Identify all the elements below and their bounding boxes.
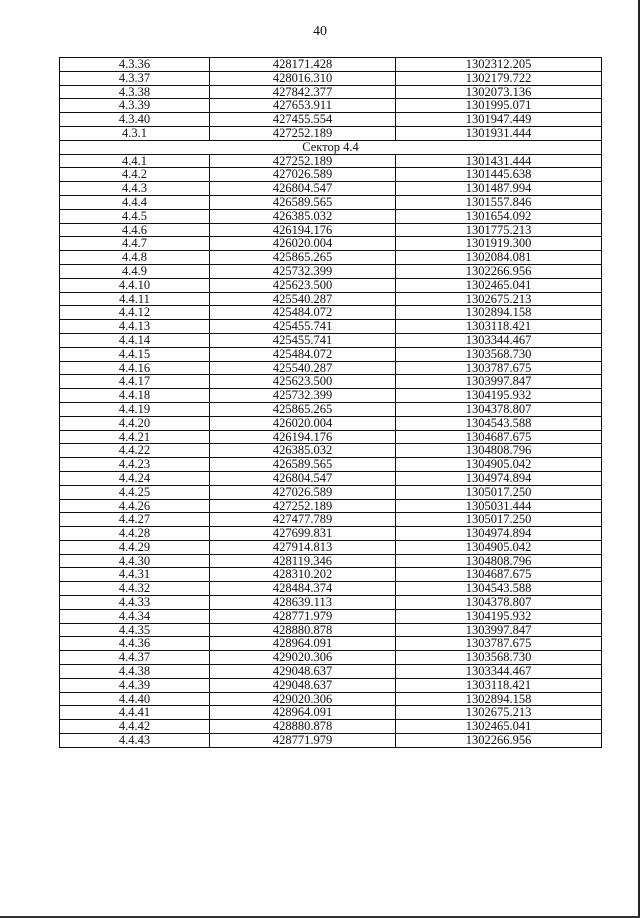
y-coordinate-cell: 1302073.136 [396, 85, 602, 99]
x-coordinate-cell: 425732.399 [210, 264, 396, 278]
y-coordinate-cell: 1301931.444 [396, 126, 602, 140]
x-coordinate-cell: 425623.500 [210, 375, 396, 389]
point-id-cell: 4.4.41 [60, 706, 210, 720]
table-row [60, 223, 602, 237]
x-coordinate-cell: 428171.428 [210, 58, 396, 72]
table-row [60, 182, 602, 196]
table-row [60, 540, 602, 554]
x-coordinate-cell: 425484.072 [210, 347, 396, 361]
table-row [60, 306, 602, 320]
point-id-cell: 4.4.21 [60, 430, 210, 444]
table-row [60, 665, 602, 679]
table-row [60, 237, 602, 251]
section-title: Сектор 4.4 [60, 140, 602, 154]
table-row [60, 513, 602, 527]
point-id-cell: 4.4.42 [60, 720, 210, 734]
y-coordinate-cell: 1304905.042 [396, 458, 602, 472]
table-row [60, 264, 602, 278]
table-row [60, 251, 602, 265]
point-id-cell: 4.3.37 [60, 71, 210, 85]
y-coordinate-cell: 1301947.449 [396, 113, 602, 127]
section-header [60, 140, 602, 154]
point-id-cell: 4.4.1 [60, 154, 210, 168]
x-coordinate-cell: 428880.878 [210, 623, 396, 637]
y-coordinate-cell: 1304195.932 [396, 609, 602, 623]
point-id-cell: 4.4.14 [60, 333, 210, 347]
point-id-cell: 4.4.22 [60, 444, 210, 458]
y-coordinate-cell: 1303344.467 [396, 665, 602, 679]
point-id-cell: 4.4.39 [60, 678, 210, 692]
point-id-cell: 4.4.3 [60, 182, 210, 196]
table-row [60, 347, 602, 361]
table-row [60, 71, 602, 85]
table-row [60, 402, 602, 416]
x-coordinate-cell: 426804.547 [210, 471, 396, 485]
point-id-cell: 4.4.34 [60, 609, 210, 623]
table-row [60, 416, 602, 430]
y-coordinate-cell: 1304974.894 [396, 471, 602, 485]
y-coordinate-cell: 1301919.300 [396, 237, 602, 251]
y-coordinate-cell: 1304378.807 [396, 402, 602, 416]
table-row [60, 527, 602, 541]
y-coordinate-cell: 1304543.588 [396, 416, 602, 430]
x-coordinate-cell: 427455.554 [210, 113, 396, 127]
y-coordinate-cell: 1301557.846 [396, 195, 602, 209]
table-row [60, 651, 602, 665]
point-id-cell: 4.4.32 [60, 582, 210, 596]
page-number: 40 [313, 24, 327, 39]
x-coordinate-cell: 429048.637 [210, 678, 396, 692]
point-id-cell: 4.4.8 [60, 251, 210, 265]
y-coordinate-cell: 1301995.071 [396, 99, 602, 113]
x-coordinate-cell: 427842.377 [210, 85, 396, 99]
y-coordinate-cell: 1304808.796 [396, 444, 602, 458]
y-coordinate-cell: 1303997.847 [396, 623, 602, 637]
table-row [60, 430, 602, 444]
point-id-cell: 4.4.19 [60, 402, 210, 416]
y-coordinate-cell: 1304687.675 [396, 430, 602, 444]
x-coordinate-cell: 427252.189 [210, 499, 396, 513]
x-coordinate-cell: 426385.032 [210, 444, 396, 458]
y-coordinate-cell: 1303118.421 [396, 320, 602, 334]
table-row [60, 582, 602, 596]
table-row [60, 195, 602, 209]
point-id-cell: 4.4.26 [60, 499, 210, 513]
coordinates-table [59, 57, 602, 748]
table-row [60, 596, 602, 610]
x-coordinate-cell: 425455.741 [210, 320, 396, 334]
table-row [60, 678, 602, 692]
table-row [60, 209, 602, 223]
point-id-cell: 4.3.36 [60, 58, 210, 72]
table-row [60, 458, 602, 472]
point-id-cell: 4.4.40 [60, 692, 210, 706]
y-coordinate-cell: 1302894.158 [396, 692, 602, 706]
y-coordinate-cell: 1302266.956 [396, 734, 602, 748]
point-id-cell: 4.3.1 [60, 126, 210, 140]
table-row [60, 375, 602, 389]
y-coordinate-cell: 1302084.081 [396, 251, 602, 265]
table-row [60, 554, 602, 568]
table-row [60, 720, 602, 734]
point-id-cell: 4.4.15 [60, 347, 210, 361]
y-coordinate-cell: 1302894.158 [396, 306, 602, 320]
x-coordinate-cell: 425540.287 [210, 361, 396, 375]
table-row [60, 333, 602, 347]
y-coordinate-cell: 1302675.213 [396, 706, 602, 720]
y-coordinate-cell: 1301775.213 [396, 223, 602, 237]
x-coordinate-cell: 429020.306 [210, 692, 396, 706]
point-id-cell: 4.4.33 [60, 596, 210, 610]
x-coordinate-cell: 428964.091 [210, 637, 396, 651]
x-coordinate-cell: 428119.346 [210, 554, 396, 568]
point-id-cell: 4.4.9 [60, 264, 210, 278]
point-id-cell: 4.4.4 [60, 195, 210, 209]
table-row [60, 568, 602, 582]
table-row [60, 485, 602, 499]
x-coordinate-cell: 425455.741 [210, 333, 396, 347]
table-body-before-section [60, 58, 602, 141]
x-coordinate-cell: 425623.500 [210, 278, 396, 292]
point-id-cell: 4.3.38 [60, 85, 210, 99]
x-coordinate-cell: 425732.399 [210, 389, 396, 403]
y-coordinate-cell: 1304808.796 [396, 554, 602, 568]
y-coordinate-cell: 1305017.250 [396, 513, 602, 527]
y-coordinate-cell: 1305031.444 [396, 499, 602, 513]
table-row [60, 58, 602, 72]
y-coordinate-cell: 1302675.213 [396, 292, 602, 306]
table-row [60, 278, 602, 292]
x-coordinate-cell: 425865.265 [210, 251, 396, 265]
x-coordinate-cell: 427914.813 [210, 540, 396, 554]
y-coordinate-cell: 1303787.675 [396, 361, 602, 375]
x-coordinate-cell: 427026.589 [210, 485, 396, 499]
x-coordinate-cell: 426020.004 [210, 237, 396, 251]
point-id-cell: 4.4.5 [60, 209, 210, 223]
section-row [60, 140, 602, 154]
point-id-cell: 4.4.38 [60, 665, 210, 679]
table-row [60, 444, 602, 458]
y-coordinate-cell: 1304905.042 [396, 540, 602, 554]
y-coordinate-cell: 1303118.421 [396, 678, 602, 692]
point-id-cell: 4.4.6 [60, 223, 210, 237]
point-id-cell: 4.3.39 [60, 99, 210, 113]
y-coordinate-cell: 1303344.467 [396, 333, 602, 347]
x-coordinate-cell: 427026.589 [210, 168, 396, 182]
y-coordinate-cell: 1301654.092 [396, 209, 602, 223]
x-coordinate-cell: 425540.287 [210, 292, 396, 306]
table-row [60, 499, 602, 513]
point-id-cell: 4.4.31 [60, 568, 210, 582]
x-coordinate-cell: 426194.176 [210, 223, 396, 237]
table-row [60, 637, 602, 651]
point-id-cell: 4.4.20 [60, 416, 210, 430]
table-row [60, 126, 602, 140]
x-coordinate-cell: 427699.831 [210, 527, 396, 541]
table-row [60, 609, 602, 623]
point-id-cell: 4.4.24 [60, 471, 210, 485]
table-row [60, 623, 602, 637]
x-coordinate-cell: 426194.176 [210, 430, 396, 444]
table-row [60, 389, 602, 403]
x-coordinate-cell: 428964.091 [210, 706, 396, 720]
x-coordinate-cell: 425865.265 [210, 402, 396, 416]
point-id-cell: 4.4.2 [60, 168, 210, 182]
x-coordinate-cell: 428016.310 [210, 71, 396, 85]
point-id-cell: 4.4.18 [60, 389, 210, 403]
table-body-section-4-4 [60, 154, 602, 747]
point-id-cell: 4.4.43 [60, 734, 210, 748]
y-coordinate-cell: 1302465.041 [396, 278, 602, 292]
y-coordinate-cell: 1304195.932 [396, 389, 602, 403]
x-coordinate-cell: 427252.189 [210, 154, 396, 168]
x-coordinate-cell: 428484.374 [210, 582, 396, 596]
table-row [60, 734, 602, 748]
point-id-cell: 4.4.11 [60, 292, 210, 306]
point-id-cell: 4.4.17 [60, 375, 210, 389]
point-id-cell: 4.4.12 [60, 306, 210, 320]
point-id-cell: 4.4.25 [60, 485, 210, 499]
point-id-cell: 4.4.30 [60, 554, 210, 568]
x-coordinate-cell: 429048.637 [210, 665, 396, 679]
y-coordinate-cell: 1301445.638 [396, 168, 602, 182]
point-id-cell: 4.4.27 [60, 513, 210, 527]
table-row [60, 320, 602, 334]
x-coordinate-cell: 427252.189 [210, 126, 396, 140]
point-id-cell: 4.4.16 [60, 361, 210, 375]
x-coordinate-cell: 428310.202 [210, 568, 396, 582]
point-id-cell: 4.4.7 [60, 237, 210, 251]
table-row [60, 292, 602, 306]
table-row [60, 113, 602, 127]
x-coordinate-cell: 428771.979 [210, 609, 396, 623]
point-id-cell: 4.4.37 [60, 651, 210, 665]
table-row [60, 471, 602, 485]
point-id-cell: 4.4.36 [60, 637, 210, 651]
table-row [60, 692, 602, 706]
point-id-cell: 4.4.23 [60, 458, 210, 472]
x-coordinate-cell: 426020.004 [210, 416, 396, 430]
y-coordinate-cell: 1304378.807 [396, 596, 602, 610]
y-coordinate-cell: 1302179.722 [396, 71, 602, 85]
point-id-cell: 4.4.29 [60, 540, 210, 554]
y-coordinate-cell: 1302312.205 [396, 58, 602, 72]
point-id-cell: 4.4.35 [60, 623, 210, 637]
table-row [60, 85, 602, 99]
table-row [60, 361, 602, 375]
y-coordinate-cell: 1301431.444 [396, 154, 602, 168]
x-coordinate-cell: 426804.547 [210, 182, 396, 196]
point-id-cell: 4.3.40 [60, 113, 210, 127]
x-coordinate-cell: 429020.306 [210, 651, 396, 665]
point-id-cell: 4.4.28 [60, 527, 210, 541]
table-row [60, 99, 602, 113]
table-row [60, 706, 602, 720]
y-coordinate-cell: 1303568.730 [396, 347, 602, 361]
point-id-cell: 4.4.13 [60, 320, 210, 334]
y-coordinate-cell: 1301487.994 [396, 182, 602, 196]
y-coordinate-cell: 1304543.588 [396, 582, 602, 596]
y-coordinate-cell: 1302465.041 [396, 720, 602, 734]
x-coordinate-cell: 427653.911 [210, 99, 396, 113]
point-id-cell: 4.4.10 [60, 278, 210, 292]
x-coordinate-cell: 428880.878 [210, 720, 396, 734]
x-coordinate-cell: 426589.565 [210, 195, 396, 209]
y-coordinate-cell: 1302266.956 [396, 264, 602, 278]
table-row [60, 168, 602, 182]
x-coordinate-cell: 428771.979 [210, 734, 396, 748]
y-coordinate-cell: 1303997.847 [396, 375, 602, 389]
x-coordinate-cell: 428639.113 [210, 596, 396, 610]
y-coordinate-cell: 1304687.675 [396, 568, 602, 582]
y-coordinate-cell: 1303787.675 [396, 637, 602, 651]
x-coordinate-cell: 427477.789 [210, 513, 396, 527]
x-coordinate-cell: 425484.072 [210, 306, 396, 320]
table-row [60, 154, 602, 168]
x-coordinate-cell: 426385.032 [210, 209, 396, 223]
y-coordinate-cell: 1304974.894 [396, 527, 602, 541]
x-coordinate-cell: 426589.565 [210, 458, 396, 472]
y-coordinate-cell: 1305017.250 [396, 485, 602, 499]
y-coordinate-cell: 1303568.730 [396, 651, 602, 665]
